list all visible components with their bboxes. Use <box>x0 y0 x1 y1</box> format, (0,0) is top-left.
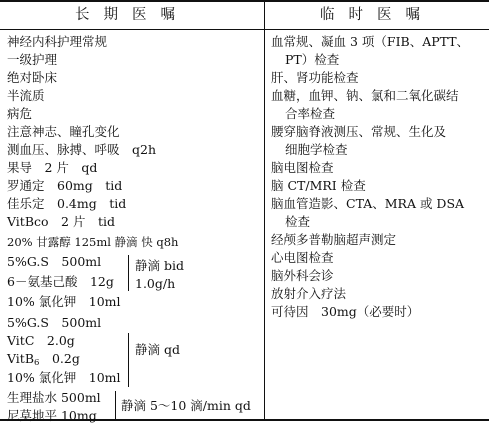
temporary-order: 脑外科会诊 <box>271 268 334 283</box>
temporary-order: PT）检查 <box>285 52 340 67</box>
long-term-order: 半流质 <box>7 88 45 103</box>
long-term-order: VitBco 2 片 tid <box>7 214 115 229</box>
header-rule <box>0 29 489 30</box>
long-term-order: 神经内科护理常规 <box>7 34 108 49</box>
long-term-order: 病危 <box>7 106 33 121</box>
infusion-group-3-bracket <box>115 391 116 421</box>
temporary-order: 心电图检查 <box>271 250 334 265</box>
long-term-order: 注意神志、瞳孔变化 <box>7 124 120 139</box>
infusion-group-1-item: 6－氨基己酸 12g <box>7 274 114 289</box>
infusion-group-3-item: 尼莫地平 10mg <box>7 408 97 423</box>
long-term-order: 一级护理 <box>7 52 58 67</box>
temporary-order: 细胞学检查 <box>285 142 348 157</box>
infusion-group-1-item: 10% 氯化钾 10ml <box>7 294 121 309</box>
temporary-order: 肝、肾功能检查 <box>271 70 359 85</box>
infusion-group-2-item: 10% 氯化钾 10ml <box>7 370 121 385</box>
temporary-order: 检查 <box>285 214 311 229</box>
temporary-order: 腰穿脑脊液测压、常规、生化及 <box>271 124 447 139</box>
temporary-orders <box>271 33 487 418</box>
temporary-order: 合率检查 <box>285 106 336 121</box>
infusion-group-2-item: VitB$_6$ 0.2g <box>7 351 80 368</box>
long-term-order: 测血压、脉搏、呼吸 q2h <box>7 142 157 157</box>
temporary-order: 放射介入疗法 <box>271 286 347 301</box>
temporary-order: 血常规、凝血 3 项（FIB、APTT、 <box>271 34 470 49</box>
temporary-order: 经颅多普勒脑超声测定 <box>271 232 397 247</box>
infusion-group-2-route: 静滴 qd <box>135 342 180 357</box>
temporary-order: 脑 CT/MRI 检查 <box>271 178 366 193</box>
temporary-order: 脑血管造影、CTA、MRA 或 DSA <box>271 196 465 211</box>
top-border <box>0 0 489 2</box>
infusion-group-1-bracket <box>128 255 129 291</box>
temporary-header: 临时医嘱 <box>320 7 434 23</box>
infusion-group-2-item: VitC 2.0g <box>7 333 75 348</box>
long-term-order: 20% 甘露醇 125ml 静滴 快 q8h <box>7 235 179 249</box>
long-term-orders <box>7 33 262 423</box>
column-divider <box>264 0 265 421</box>
long-term-header: 长期医嘱 <box>75 7 189 23</box>
infusion-group-1-item: 5%G.S 500ml <box>7 254 102 269</box>
temporary-order: 血糖，血钾、钠、氯和二氧化碳结 <box>271 88 459 103</box>
infusion-group-1-rate: 1.0g/h <box>135 276 176 291</box>
long-term-order: 绝对卧床 <box>7 70 58 85</box>
infusion-group-1-route: 静滴 bid <box>135 258 184 273</box>
infusion-group-2-bracket <box>128 333 129 387</box>
infusion-group-3-route: 静滴 5～10 滴/min qd <box>121 398 251 413</box>
long-term-order: 佳乐定 0.4mg tid <box>7 196 127 211</box>
infusion-group-3-item: 生理盐水 500ml <box>7 390 101 405</box>
long-term-order: 果导 2 片 qd <box>7 160 98 175</box>
infusion-group-2-item: 5%G.S 500ml <box>7 315 102 330</box>
temporary-order: 可待因 30mg（必要时） <box>271 304 420 319</box>
temporary-order: 脑电图检查 <box>271 160 334 175</box>
long-term-order: 罗通定 60mg tid <box>7 178 123 193</box>
